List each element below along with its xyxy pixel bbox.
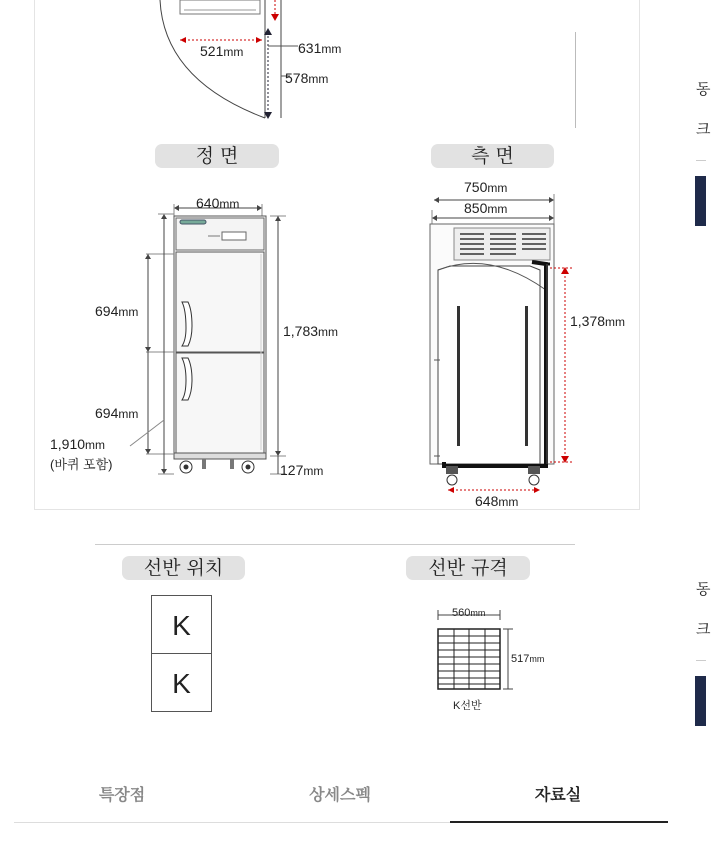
section-divider (95, 544, 575, 545)
right-edge-button[interactable] (695, 676, 706, 726)
shelf-slot: K (151, 595, 212, 654)
side-dim-850: 850mm (464, 200, 508, 216)
tab-active-indicator (450, 821, 668, 823)
front-dim-width: 640mm (196, 195, 240, 211)
right-edge-char: 크 (696, 620, 711, 638)
front-dim-lower-door: 694mm (95, 405, 139, 421)
top-dim-578: 578mm (285, 70, 329, 86)
front-dim-total: 1,910mm (50, 436, 106, 452)
front-dim-total-note: (바퀴 포함) (50, 457, 113, 472)
tab-detail-spec[interactable]: 상세스펙 (309, 785, 371, 804)
front-view-label: 정 면 (155, 144, 279, 168)
side-view-label: 측 면 (431, 144, 554, 168)
right-edge-char: 동 (696, 80, 711, 98)
right-edge-char: 동 (696, 580, 711, 598)
shelf-depth: 517mm (511, 653, 545, 665)
tab-features[interactable]: 특장점 (98, 785, 146, 804)
front-dim-caster: 127mm (280, 462, 324, 478)
shelf-spec-label: 선반 규격 (406, 556, 530, 580)
right-edge-char: 크 (696, 120, 711, 138)
side-dim-1378: 1,378mm (570, 313, 626, 329)
shelf-width: 560mm (452, 607, 486, 619)
top-dim-521: 521mm (200, 43, 244, 59)
top-view-drawing (150, 0, 300, 125)
front-view-drawing (130, 190, 290, 480)
side-view-drawing (420, 180, 590, 505)
shelf-caption: K선반 (453, 700, 482, 712)
side-dim-750: 750mm (464, 179, 508, 195)
front-dim-height: 1,783mm (283, 323, 339, 339)
front-dim-upper-door: 694mm (95, 303, 139, 319)
shelf-position-label: 선반 위치 (122, 556, 245, 580)
right-edge-rule (696, 660, 706, 661)
top-dim-631: 631mm (298, 40, 342, 56)
right-edge-rule (696, 160, 706, 161)
shelf-slot: K (151, 653, 212, 712)
side-dim-648: 648mm (475, 493, 519, 509)
right-edge-button[interactable] (695, 176, 706, 226)
tab-downloads[interactable]: 자료실 (534, 785, 582, 804)
divider-vertical (575, 32, 576, 128)
